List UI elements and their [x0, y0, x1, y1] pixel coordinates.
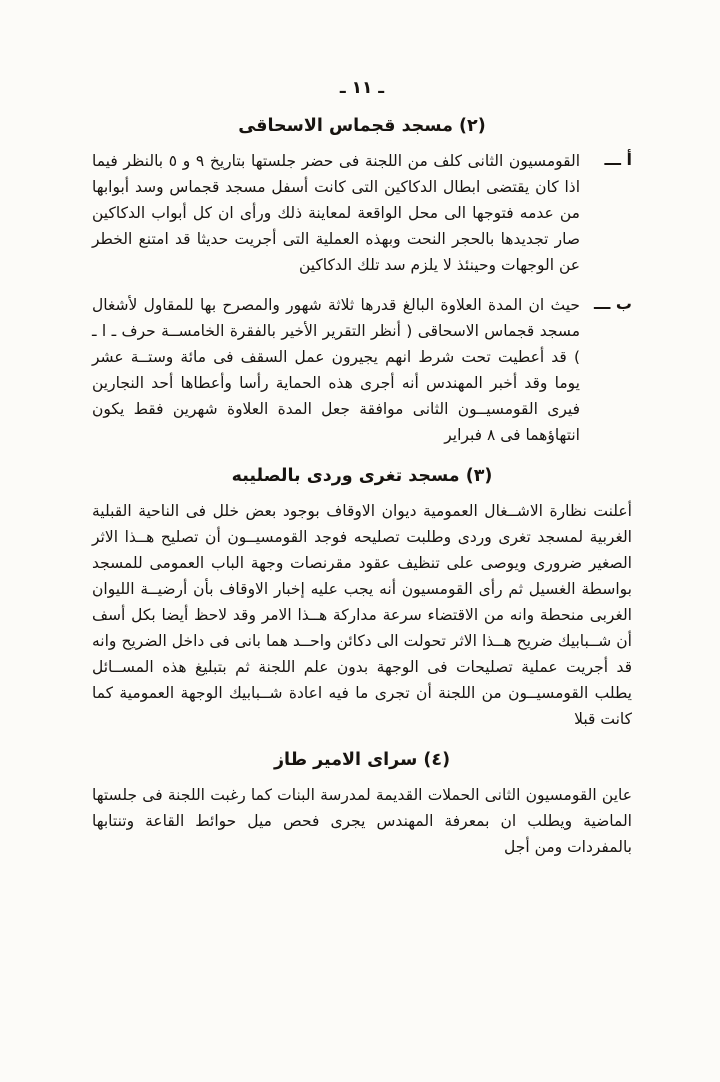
section-paragraph: أعلنت نظارة الاشــغال العمومية ديوان الاوقاف بوجود بعض خلل فى الناحية القبلية الغربية لمسجد تغرى وردى وطلبت تصليحه فوجد القومسيــون أن تصليح هــذا الاثر الصغير ضرورى ويوصى على تنظيف عقود مقرنصات وجهة الباب العمومى للمسجد بواسطة الغسيل ثم رأى القومسيون أنه يجب عليه إخبار الاوقاف بأن أرضيــة الليوان الغربى منحطة وانه من الاقتضاء سرعة مداركة هــذا الامر وقد لاحظ أيضا بكل أسف أن شــبابيك ضريح هــذا الاثر تحولت الى دكائن واحــد هما بانى فى داخل الضريح وانه قد أجريت عملية تصليحات فى الوجهة بدون علم اللجنة ثم بتبليغ هذه المســائل يطلب القومسيــون من اللجنة أن تجرى ما فيه اعادة شــبابيك الوجهة العمومية كما كانت قبلا [92, 502, 632, 728]
page-number: ـ ١١ ـ [339, 78, 385, 98]
section-amir-taz-palace [92, 750, 632, 860]
section-qijmas-mosque [92, 116, 632, 448]
section-heading: (٣) مسجد تغرى وردى بالصليبه [231, 466, 493, 486]
item-marker-a: أ ـــ [604, 150, 632, 169]
section-heading: (٤) سراى الامير طاز [273, 750, 451, 770]
list-item-a [92, 148, 632, 278]
list-item-b [92, 292, 632, 448]
section-taghri-wardi-mosque [92, 466, 632, 732]
item-text-a: القومسيون الثانى كلف من اللجنة فى حضر جلستها بتاريخ ٩ و ٥ بالنظر فيما اذا كان يقتضى ابطال الدكاكين التى كانت أسفل مسجد قجماس وسد أبوابها من عدمه فتوجها الى محل الواقعة لمعاينة ذلك ورأى ان كل أبواب الدكاكين صار تجديدها بالحجر النحت وبهذه العملية التى أجريت حديثا قد امتنع الخطر عن الوجهات وحينئذ لا يلزم سد تلك الدكاكين [92, 152, 580, 274]
section-heading: (٢) مسجد قجماس الاسحاقى [238, 116, 486, 136]
item-marker-b: ب ـــ [593, 294, 632, 313]
section-paragraph: عاين القومسيون الثانى الحملات القديمة لمدرسة البنات كما رغبت اللجنة فى جلستها الماضية ويطلب ان بمعرفة المهندس يجرى فحص ميل حوائط القاعة وتنتابها بالمفردات ومن أجل [92, 786, 632, 856]
item-text-b: حيث ان المدة العلاوة البالغ قدرها ثلاثة شهور والمصرح بها للمقاول لأشغال مسجد قجماس الاسحاقى ( أنظر التقرير الأخير بالفقرة الخامســة حرف ـ ا ـ ) قد أعطيت تحت شرط انهم يجيرون عمل السقف فى مائة وستــة عشر يوما وقد أخبر المهندس أنه أجرى هذه الحماية رأسا وأعطاها أحد النجارين فيرى القومسيــون الثانى موافقة جعل المدة العلاوة شهرين فقط يكون انتهاؤهما فى ٨ فبراير [92, 296, 580, 444]
